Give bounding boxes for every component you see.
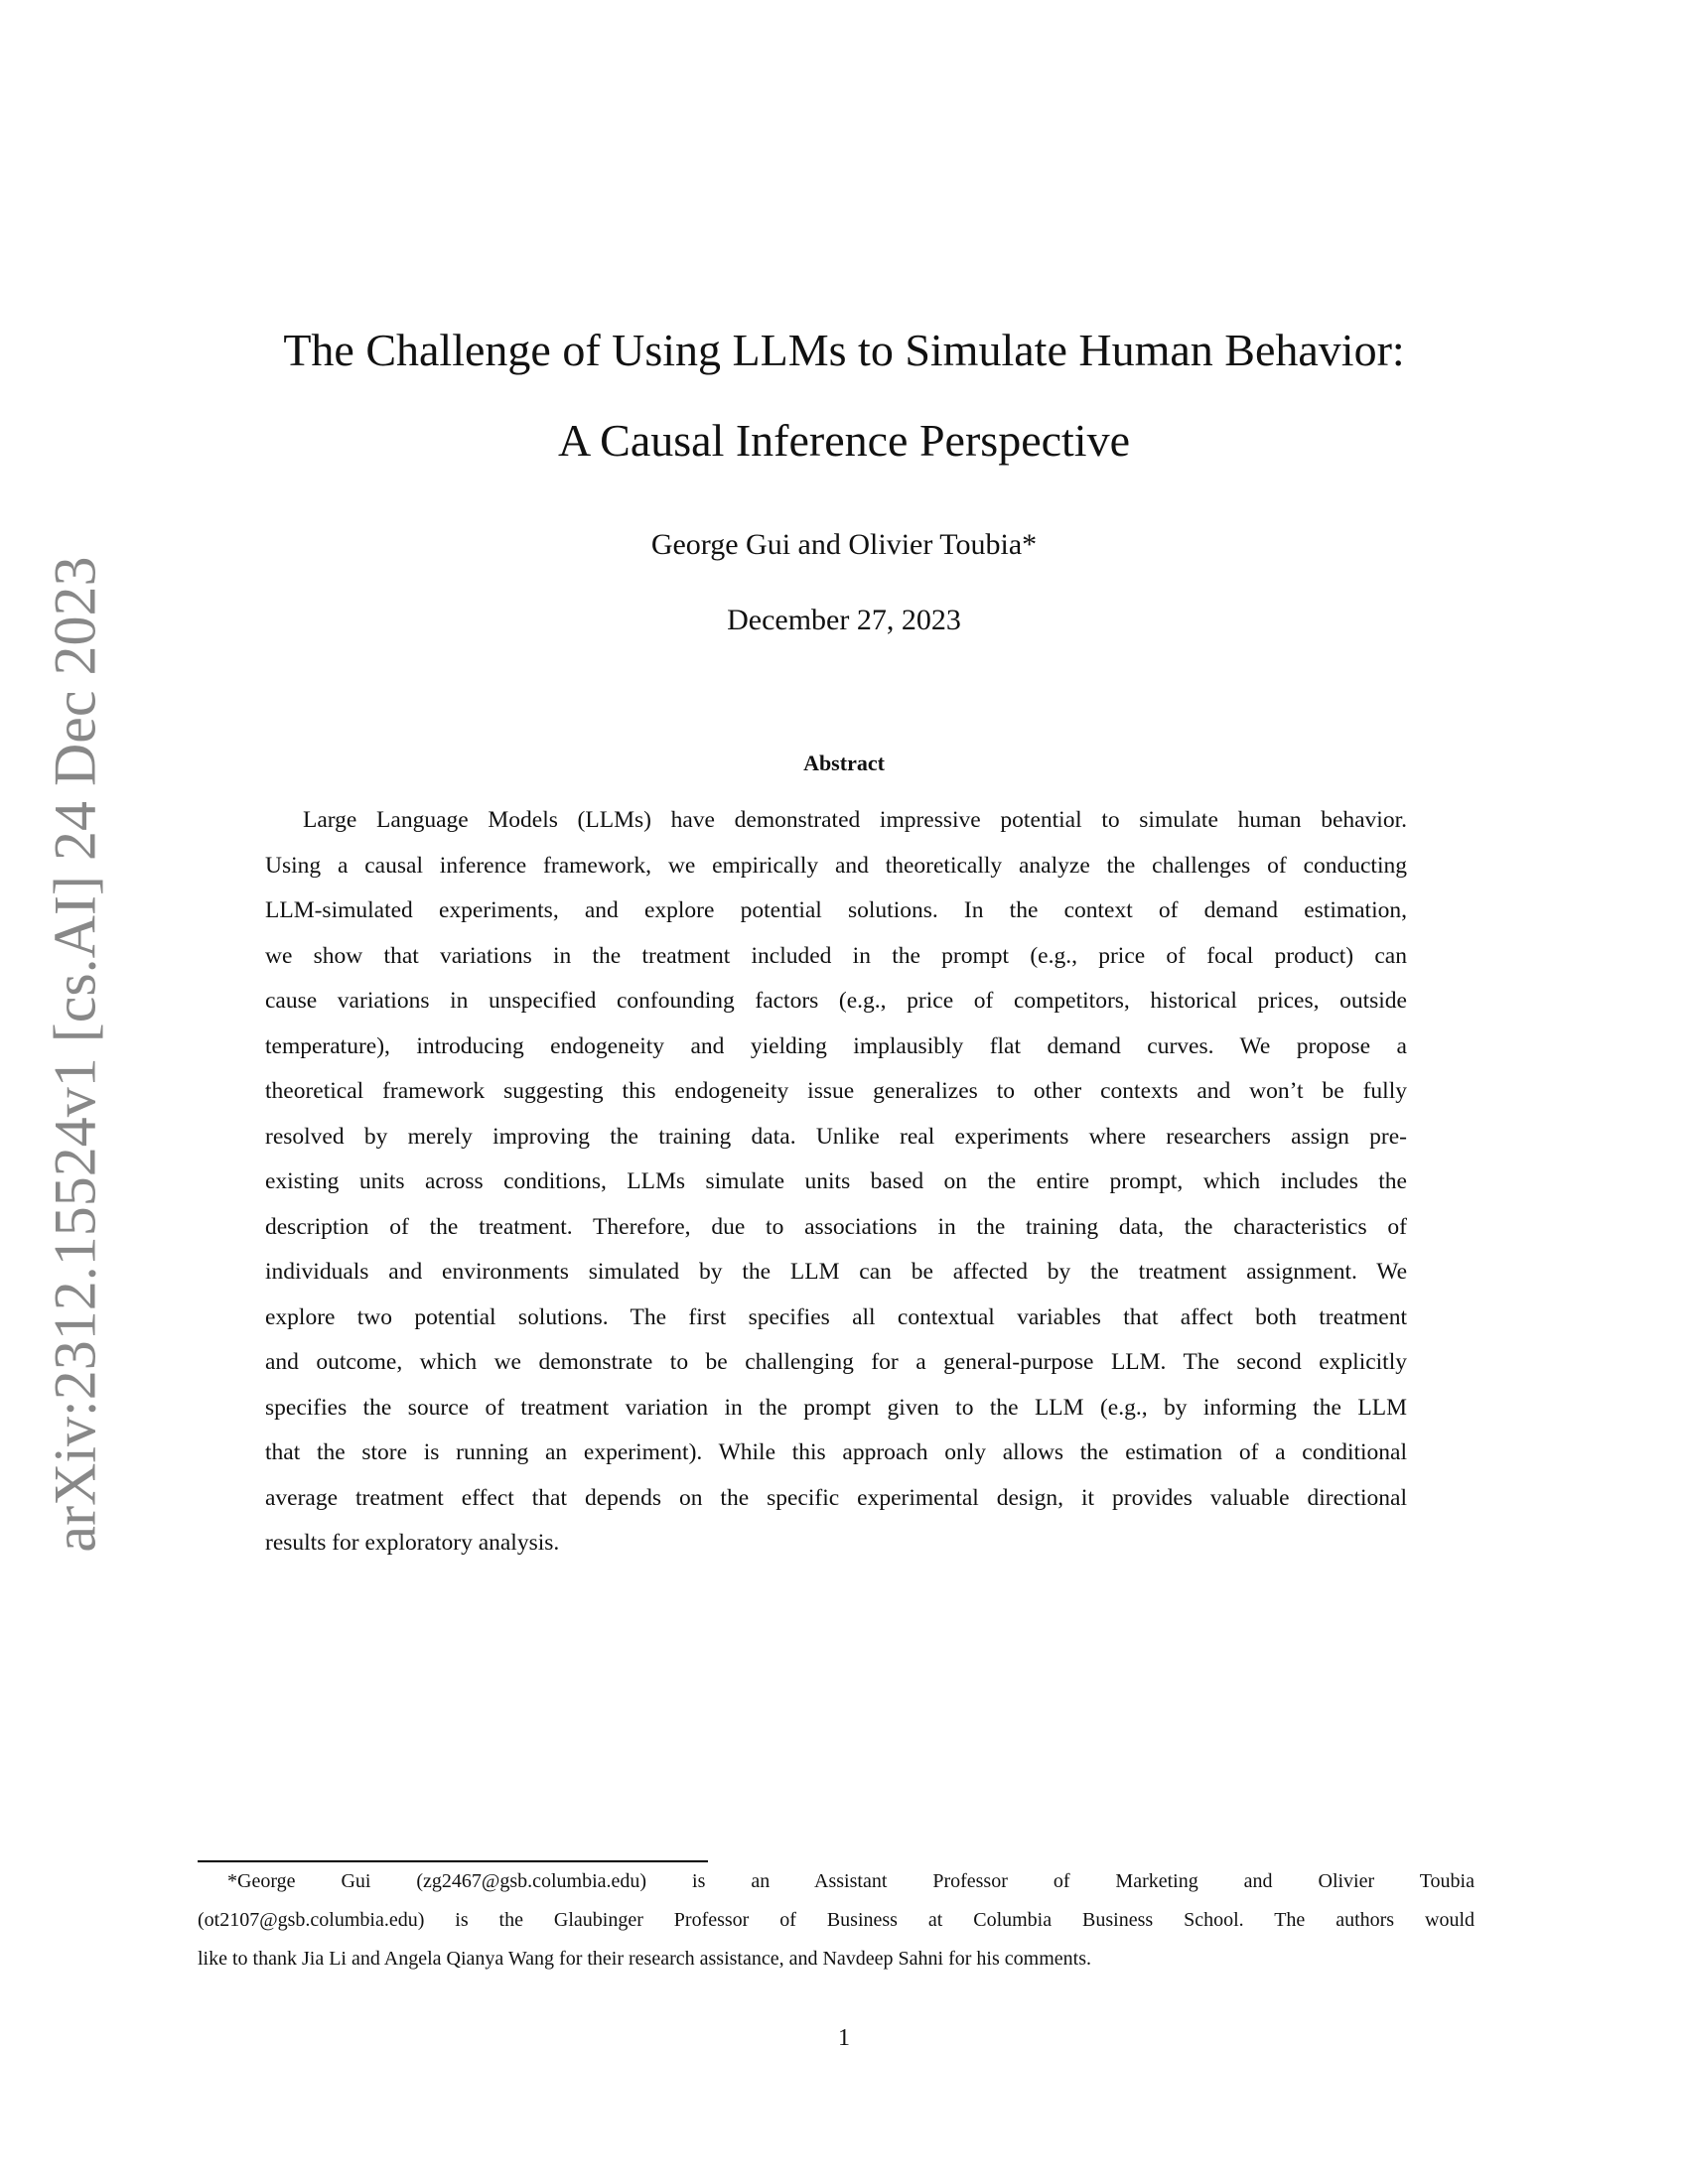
abstract-line: results for exploratory analysis. [265,1530,560,1556]
abstract-line: theoretical framework suggesting this endogeneity issue generalizes to other contexts and won’t be fully [265,1078,1407,1104]
footnote-line: *George Gui (zg2467@gsb.columbia.edu) is an Assistant Professor of Marketing and Olivier Toubia [227,1870,1475,1892]
abstract-line: description of the treatment. Therefore, due to associations in the training data, the characteristics of [265,1213,1407,1240]
abstract-body [265,804,1407,1572]
footnote-line: (ot2107@gsb.columbia.edu) is the Glaubinger Professor of Business at Columbia Business School. The authors would [198,1909,1475,1931]
page-number: 1 [838,2025,850,2051]
abstract-line: individuals and environments simulated by the LLM can be affected by the treatment assignment. We [265,1259,1407,1285]
abstract-line: Using a causal inference framework, we empirically and theoretically analyze the challenges of conducting [265,852,1407,879]
authors: George Gui and Olivier Toubia* [650,528,1038,561]
abstract-line: existing units across conditions, LLMs simulate units based on the entire prompt, which includes the [265,1168,1407,1194]
abstract-line: specifies the source of treatment variation in the prompt given to the LLM (e.g., by informing the LLM [265,1394,1407,1421]
footnote [198,1867,1475,1983]
title-line-2: A Causal Inference Perspective [557,415,1131,466]
abstract-line: average treatment effect that depends on the specific experimental design, it provides valuable directional [265,1484,1407,1511]
abstract-line: temperature), introducing endogeneity and yielding implausibly flat demand curves. We propose a [265,1032,1407,1059]
abstract-line: explore two potential solutions. The first specifies all contextual variables that affect both treatment [265,1303,1407,1330]
abstract-line: cause variations in unspecified confounding factors (e.g., price of competitors, historical prices, outside [265,988,1407,1014]
abstract-line: Large Language Models (LLMs) have demonstrated impressive potential to simulate human behavior. [303,807,1407,833]
date: December 27, 2023 [727,604,961,636]
abstract-line: that the store is running an experiment). While this approach only allows the estimation of a conditional [265,1439,1407,1465]
footnote-line: like to thank Jia Li and Angela Qianya Wang for their research assistance, and Navdeep Sahni for his comments. [198,1948,1091,1970]
abstract-line: LLM-simulated experiments, and explore potential solutions. In the context of demand estimation, [265,897,1407,923]
abstract-line: and outcome, which we demonstrate to be challenging for a general-purpose LLM. The second explicitly [265,1349,1407,1375]
arxiv-stamp: arXiv:2312.15524v1 [cs.AI] 24 Dec 2023 [42,556,108,1553]
title-line-1: The Challenge of Using LLMs to Simulate Human Behavior: [283,325,1405,375]
abstract-line: resolved by merely improving the training data. Unlike real experiments where researchers assign pre- [265,1123,1407,1150]
abstract-line: we show that variations in the treatment included in the prompt (e.g., price of focal product) can [265,942,1407,969]
abstract-heading: Abstract [803,751,885,775]
footnote-rule [198,1860,708,1862]
